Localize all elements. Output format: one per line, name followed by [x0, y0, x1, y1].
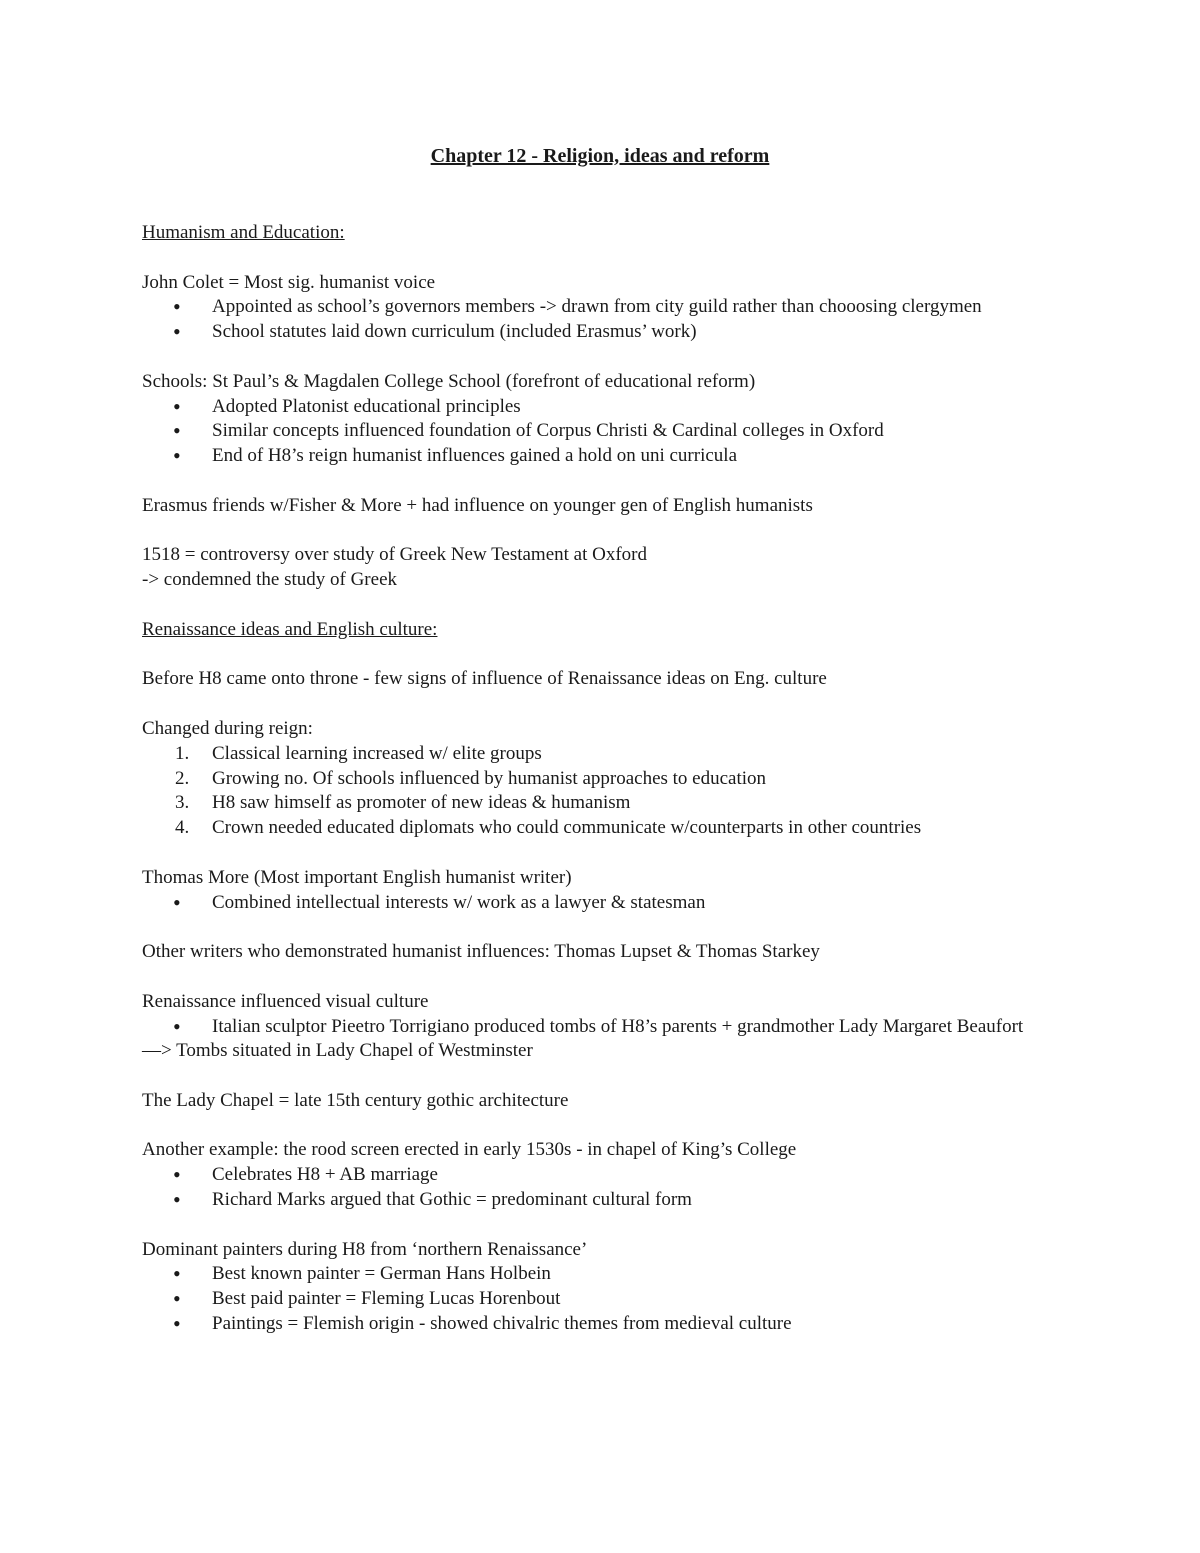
list-item-number: 1. [175, 742, 190, 764]
bullet-list-more [142, 891, 1072, 916]
spacer [142, 246, 1072, 271]
bullet-list-another [142, 1163, 1072, 1213]
list-item [142, 419, 1072, 444]
spacer [142, 841, 1072, 866]
list-item-text: • Best known painter = German Hans Holbein [212, 1263, 551, 1285]
paragraph-visual: Renaissance influenced visual culture [142, 990, 429, 1012]
list-item [142, 1312, 1072, 1337]
list-item [142, 1163, 1072, 1188]
paragraph-schools: Schools: St Paul’s & Magdalen College School (forefront of educational reform) [142, 370, 756, 392]
spacer [142, 692, 1072, 717]
spacer [142, 1213, 1072, 1238]
spacer [142, 1064, 1072, 1089]
paragraph-painters: Dominant painters during H8 from ‘northern Renaissance’ [142, 1238, 588, 1260]
bullet-list-painters [142, 1262, 1072, 1336]
list-item-text: • Appointed as school’s governors members -> drawn from city guild rather than chooosing clergymen [212, 296, 982, 318]
bullet-list-visual [142, 1015, 1072, 1040]
paragraph-before: Before H8 came onto throne - few signs of influence of Renaissance ideas on Eng. culture [142, 668, 827, 690]
list-item [142, 1188, 1072, 1213]
list-item-text: • Celebrates H8 + AB marriage [212, 1164, 438, 1186]
spacer [142, 593, 1072, 618]
list-item [142, 1262, 1072, 1287]
list-item-text: • Paintings = Flemish origin - showed chivalric themes from medieval culture [212, 1313, 792, 1335]
list-item-text: Crown needed educated diplomats who could communicate w/counterparts in other countries [212, 817, 922, 839]
spacer [142, 345, 1072, 370]
section-heading-renaissance: Renaissance ideas and English culture: [142, 618, 438, 640]
list-item-text: • Similar concepts influenced foundation of Corpus Christi & Cardinal colleges in Oxford [212, 420, 884, 442]
paragraph-erasmus: Erasmus friends w/Fisher & More + had influence on younger gen of English humanists [142, 494, 813, 516]
list-item-text: • School statutes laid down curriculum (included Erasmus’ work) [212, 321, 697, 343]
list-item [142, 742, 1072, 767]
list-item-number: 2. [175, 767, 190, 789]
paragraph-lady-chapel: The Lady Chapel = late 15th century gothic architecture [142, 1089, 569, 1111]
list-item-text: Classical learning increased w/ elite groups [212, 742, 542, 764]
list-item-text: • Richard Marks argued that Gothic = predominant cultural form [212, 1189, 692, 1211]
bullet-list-schools [142, 395, 1072, 469]
bullet-list-colet [142, 295, 1072, 345]
list-item-text: H8 saw himself as promoter of new ideas & humanism [212, 792, 631, 814]
list-item-text: Growing no. Of schools influenced by humanist approaches to education [212, 767, 767, 789]
list-item-text: • Adopted Platonist educational principles [212, 395, 521, 417]
paragraph-another: Another example: the rood screen erected in early 1530s - in chapel of King’s College [142, 1139, 797, 1161]
list-item [142, 891, 1072, 916]
paragraph-controversy: 1518 = controversy over study of Greek New Testament at Oxford [142, 544, 648, 566]
spacer [142, 965, 1072, 990]
paragraph-changed: Changed during reign: [142, 717, 313, 739]
paragraph-tombs: —> Tombs situated in Lady Chapel of Westminster [142, 1040, 533, 1062]
paragraph-other-writers: Other writers who demonstrated humanist influences: Thomas Lupset & Thomas Starkey [142, 941, 820, 963]
page-title: Chapter 12 - Religion, ideas and reform [430, 145, 770, 167]
list-item [142, 816, 1072, 841]
numbered-list-changes [142, 742, 1072, 841]
paragraph-colet: John Colet = Most sig. humanist voice [142, 271, 436, 293]
list-item [142, 444, 1072, 469]
spacer [142, 1114, 1072, 1139]
spacer [142, 519, 1072, 544]
list-item [142, 320, 1072, 345]
list-item [142, 395, 1072, 420]
paragraph-more: Thomas More (Most important English humanist writer) [142, 866, 572, 888]
spacer [142, 469, 1072, 494]
list-item [142, 1015, 1072, 1040]
list-item [142, 791, 1072, 816]
list-item-number: 3. [175, 792, 190, 814]
list-item-number: 4. [175, 817, 190, 839]
list-item [142, 1287, 1072, 1312]
section-heading-humanism: Humanism and Education: [142, 222, 345, 243]
document-body [142, 221, 1072, 1337]
list-item-text: • Combined intellectual interests w/ work as a lawyer & statesman [212, 891, 706, 913]
list-item [142, 767, 1072, 792]
spacer [142, 915, 1072, 940]
list-item [142, 295, 1072, 320]
list-item-text: • End of H8’s reign humanist influences gained a hold on uni curricula [212, 445, 738, 467]
list-item-text: • Best paid painter = Fleming Lucas Horenbout [212, 1288, 561, 1310]
list-item-text: • Italian sculptor Pieetro Torrigiano produced tombs of H8’s parents + grandmother Lady Margaret Beaufort [212, 1015, 1024, 1037]
paragraph-condemned: -> condemned the study of Greek [142, 569, 397, 591]
spacer [142, 643, 1072, 668]
